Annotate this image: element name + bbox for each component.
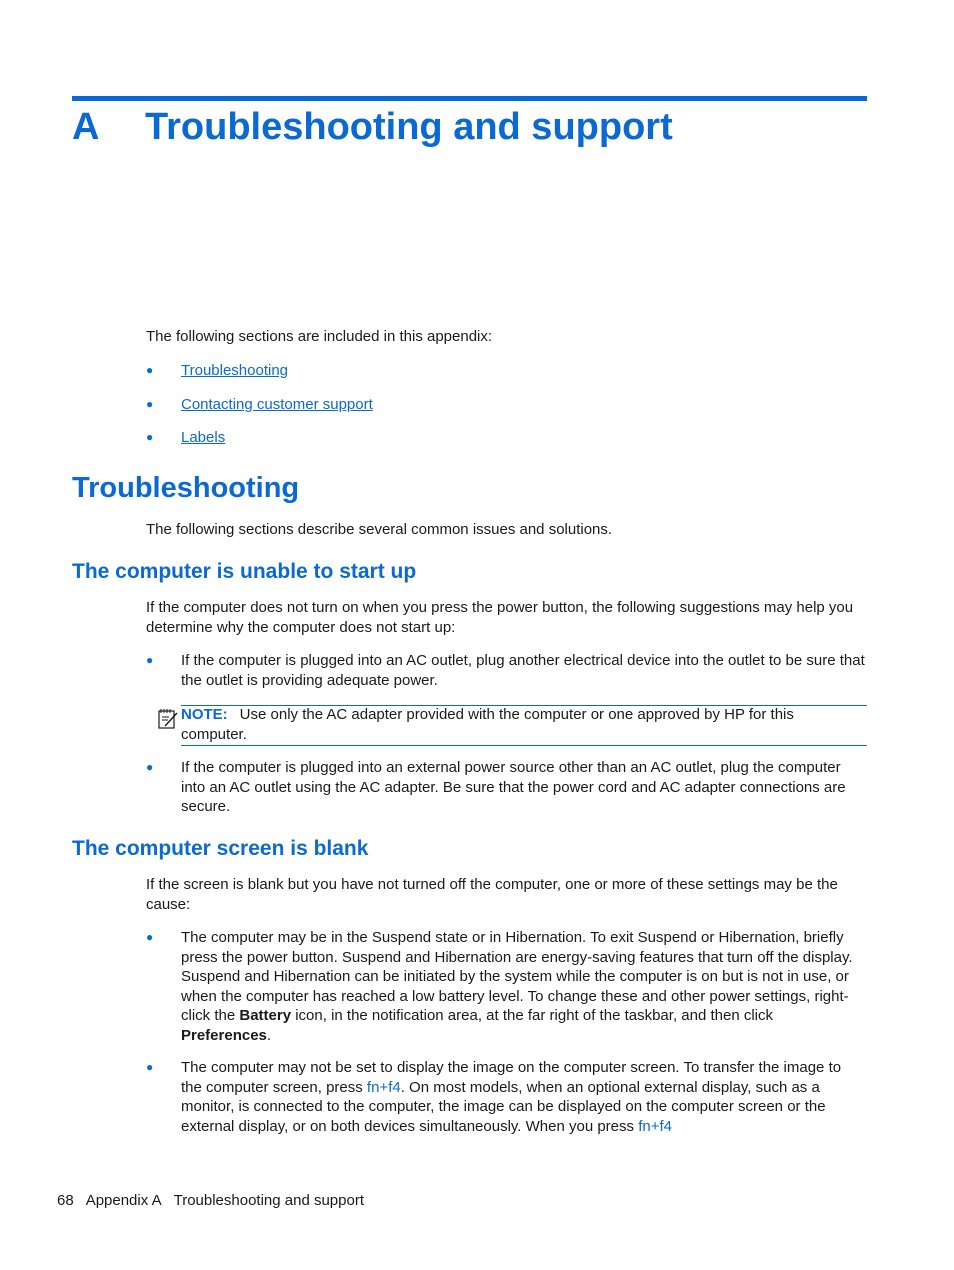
blank-bullet-1-text-a: The computer may be in the Suspend state or in Hibernation. To exit Suspend or Hibernation, briefly press the power button. Suspend and Hibernation are energy-saving features that turn off the display. Suspend and Hibernation can be initiated by the system while the computer is on but is not in use, or when the computer has reached a low battery level. To change these and other power settings, right-click the (181, 929, 853, 1024)
footer-appendix: Appendix A (85, 1192, 162, 1209)
blank-bullet-1-text-b: icon, in the notification area, at the far right of the taskbar, and then click (291, 1007, 773, 1024)
page-footer (57, 1192, 376, 1209)
bullet-dot-icon: ● (146, 397, 154, 411)
startup-bullet-1: If the computer is plugged into an AC outlet, plug another electrical device into the outlet to be sure that the outlet is providing adequate power. (181, 652, 865, 689)
preferences-term: Preferences (181, 1026, 267, 1044)
troubleshooting-desc: The following sections describe several common issues and solutions. (146, 521, 613, 538)
footer-title: Troubleshooting and support (173, 1192, 365, 1209)
blank-bullet-1 (181, 928, 866, 1045)
chapter-rule (72, 96, 867, 101)
section-heading-troubleshooting: Troubleshooting (72, 472, 300, 504)
bullet-dot-icon: ● (146, 930, 154, 944)
blank-bullet-2-text-a: The computer may not be set to display the image on the computer screen. To transfer the image to the computer screen, press (181, 1059, 842, 1096)
toc-link-labels[interactable]: Labels (181, 429, 226, 446)
startup-intro: If the computer does not turn on when you press the power button, the following suggestions may help you determine why the computer does not start up: (146, 599, 854, 636)
blank-bullet-1-text-c: . (266, 1026, 272, 1044)
note-pad-icon (157, 708, 179, 730)
key-fn-f4: fn+f4 (638, 1117, 672, 1135)
chapter-letter: A (72, 106, 100, 148)
blank-bullet-2 (181, 1058, 866, 1136)
toc-link-troubleshooting[interactable]: Troubleshooting (181, 362, 289, 379)
note-text-block (181, 705, 851, 744)
subheading-blank-screen: The computer screen is blank (72, 837, 369, 860)
bullet-dot-icon: ● (146, 760, 154, 774)
blank-bullet-2-text-b: . On most models, when an optional external display, such as a monitor, is connected to the computer, the image can be displayed on the computer screen or the external display, or on both devices simultaneously. When you press (181, 1078, 826, 1135)
battery-term: Battery (239, 1007, 292, 1024)
note-label: NOTE: (181, 706, 228, 723)
bullet-dot-icon: ● (146, 363, 154, 377)
key-fn-f4: fn+f4 (366, 1078, 401, 1096)
bullet-dot-icon: ● (146, 1060, 154, 1074)
blank-intro: If the screen is blank but you have not turned off the computer, one or more of these settings may be the cause: (146, 876, 838, 913)
appendix-intro: The following sections are included in this appendix: (146, 328, 493, 345)
chapter-title: Troubleshooting and support (145, 106, 673, 148)
startup-bullet-2: If the computer is plugged into an external power source other than an AC outlet, plug the computer into an AC outlet using the AC adapter. Be sure that the power cord and AC adapter connections are secure. (181, 759, 846, 815)
subheading-startup: The computer is unable to start up (72, 560, 417, 583)
bullet-dot-icon: ● (146, 430, 154, 444)
page-number: 68 (57, 1192, 74, 1209)
note-body: Use only the AC adapter provided with the computer or one approved by HP for this computer. (181, 706, 794, 743)
bullet-dot-icon: ● (146, 653, 154, 667)
toc-link-customer-support[interactable]: Contacting customer support (181, 396, 373, 413)
